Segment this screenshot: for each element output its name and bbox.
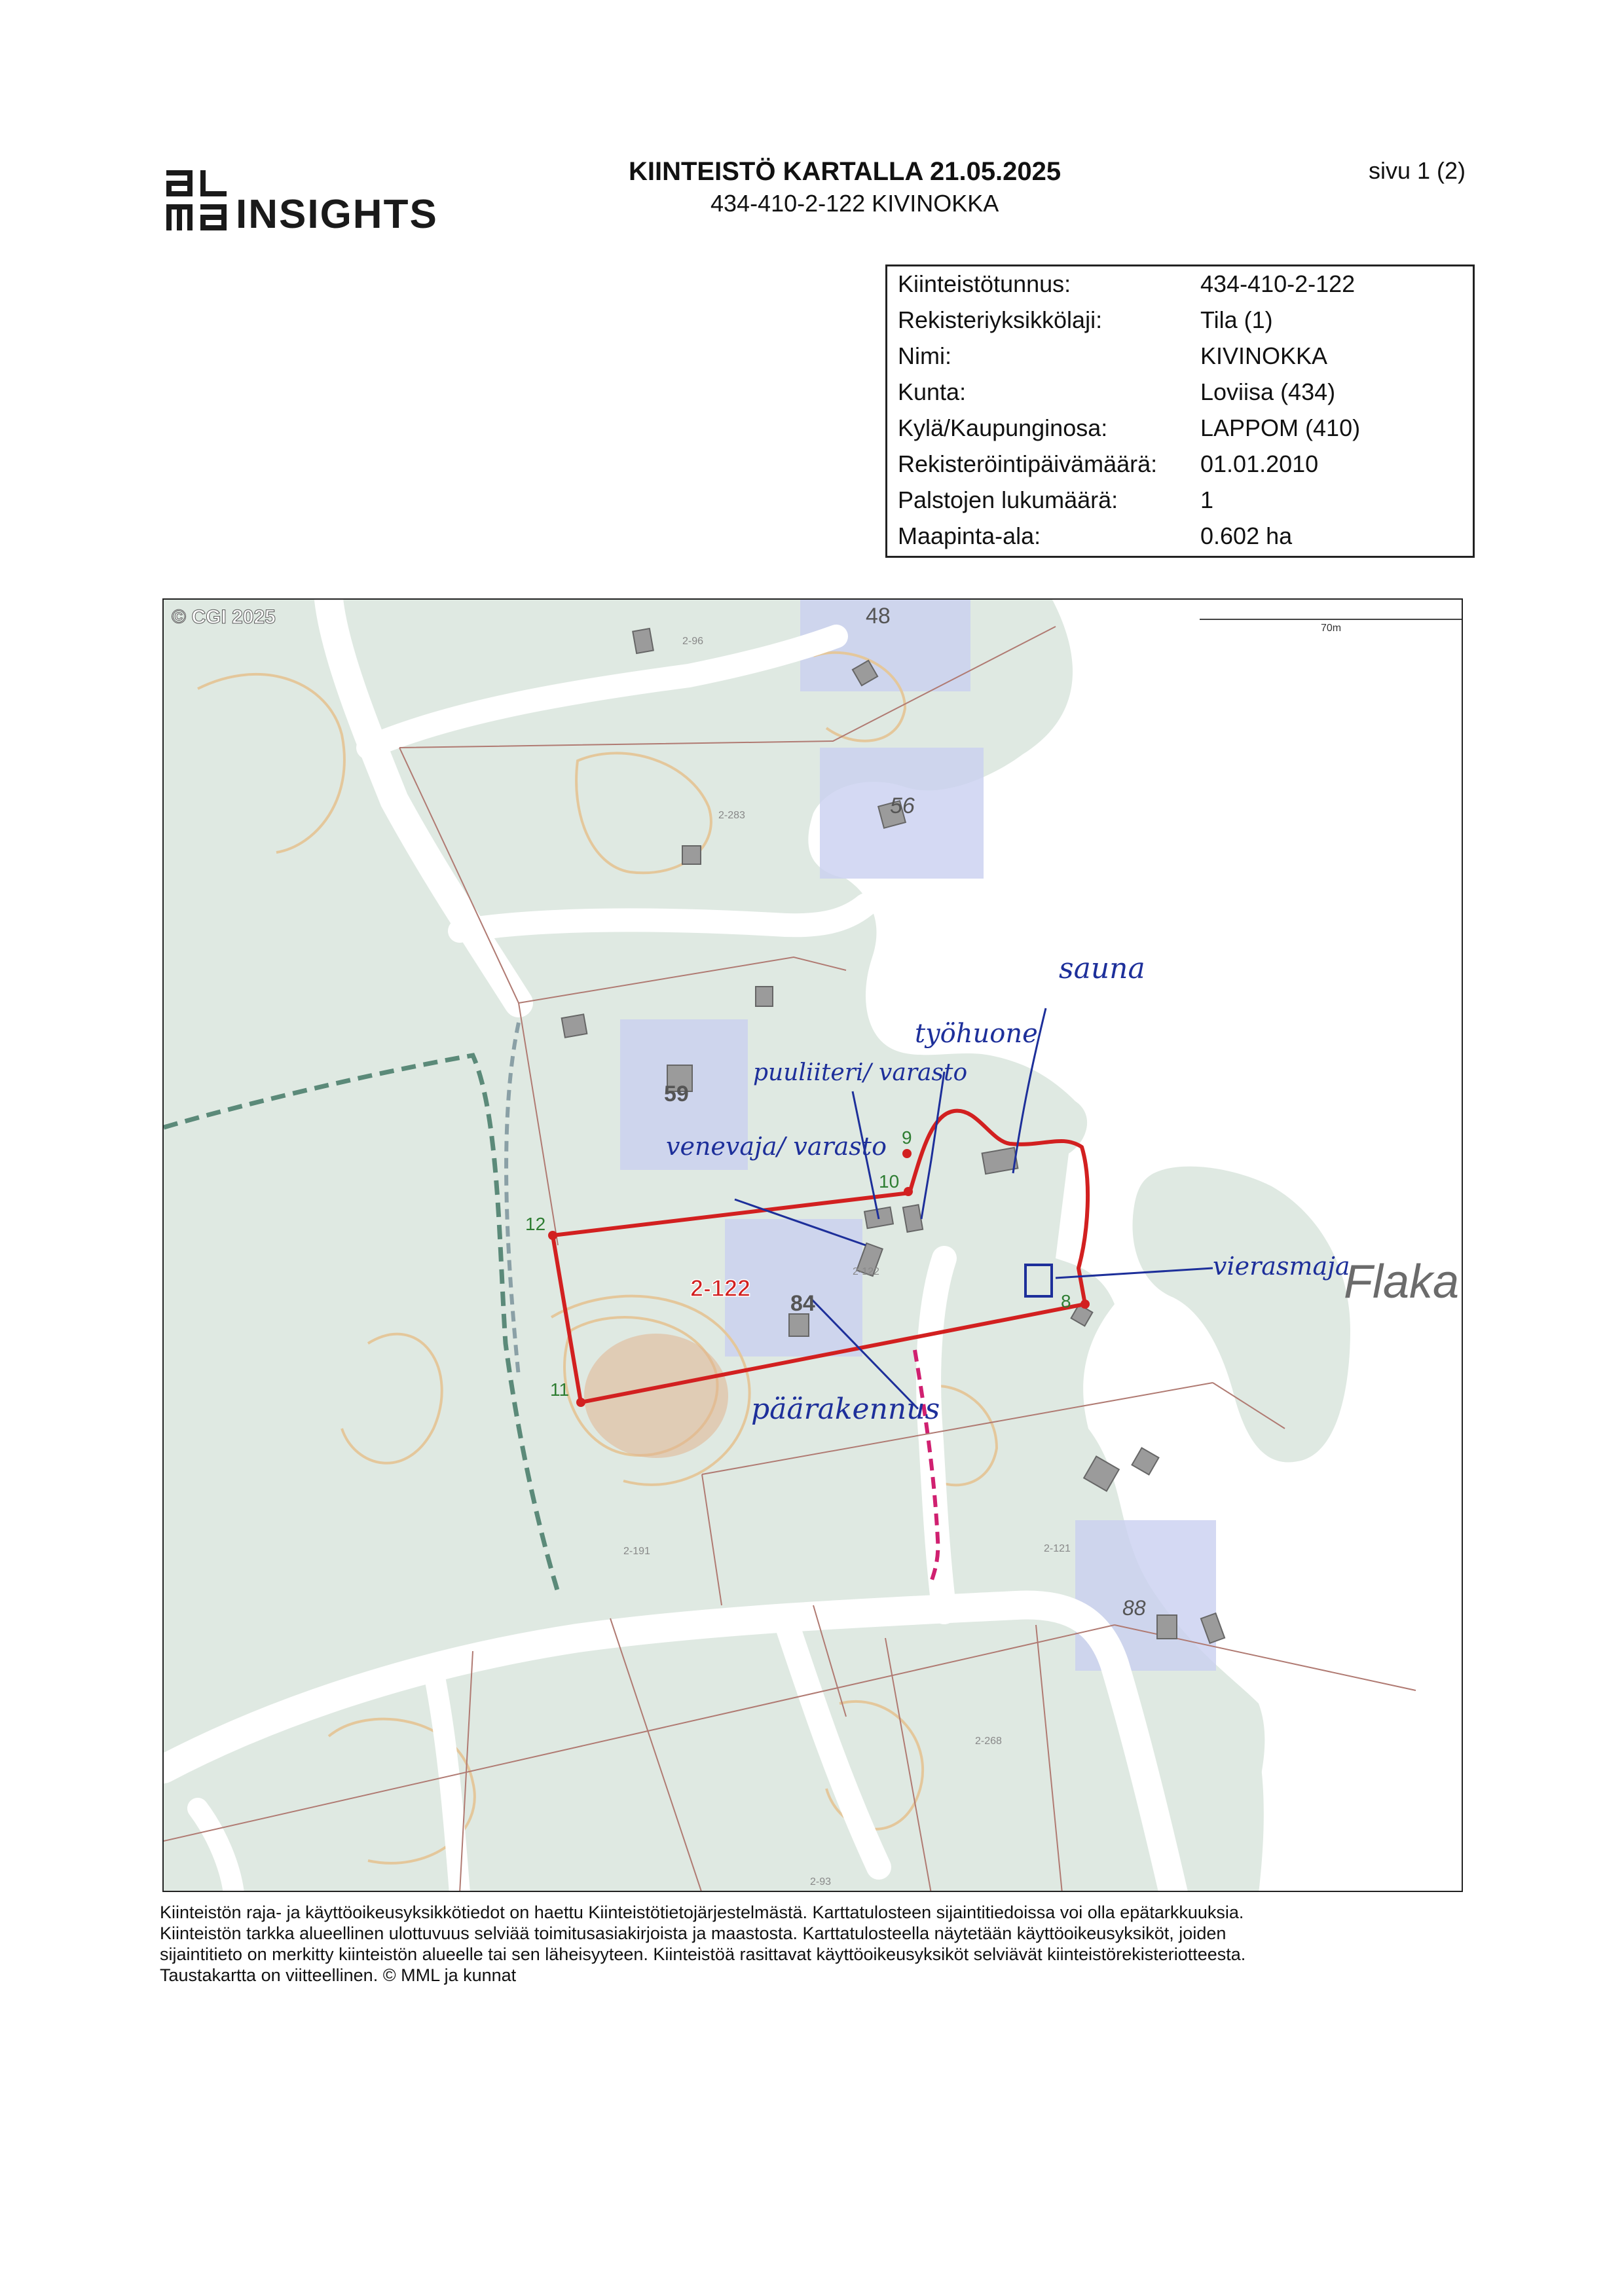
info-value: 434-410-2-122 <box>1200 270 1356 297</box>
building-icon <box>562 1014 587 1037</box>
info-label: Kylä/Kaupunginosa: <box>898 414 1108 441</box>
info-row <box>898 450 1467 486</box>
annotation-tyohuone: työhuone <box>915 1019 1038 1049</box>
alma-logo-mark-icon <box>162 165 233 236</box>
building-icon <box>682 846 701 864</box>
boundary-vertex <box>904 1187 913 1196</box>
house-number: 56 <box>890 793 915 818</box>
vertex-label: 10 <box>879 1171 900 1192</box>
disclaimer-line: Kiinteistön raja- ja käyttöoikeusyksikkötiedot on haettu Kiinteistötietojärjestelmästä. Karttatulosteen sijaintitiedoissa voi olla epätarkkuuksia. <box>160 1903 1244 1922</box>
boundary-vertex <box>902 1149 912 1158</box>
info-row <box>898 342 1467 378</box>
info-row <box>898 306 1467 342</box>
map-canvas <box>164 600 1463 1892</box>
parcel-label: 2-283 <box>718 810 745 821</box>
annotation-puuliiteri: puuliiteri/ varasto <box>753 1059 968 1086</box>
building-icon <box>756 987 773 1006</box>
info-label: Rekisteröintipäivämäärä: <box>898 450 1158 477</box>
property-info-box <box>885 264 1475 558</box>
parcel-label: 2-96 <box>682 636 704 647</box>
document-subtitle: 434-410-2-122 KIVINOKKA <box>710 190 999 217</box>
boundary-vertex <box>1080 1300 1090 1309</box>
logo-text: INSIGHTS <box>236 192 438 237</box>
vertex-label: 9 <box>902 1127 912 1148</box>
info-value: 01.01.2010 <box>1200 450 1319 477</box>
vertex-label: 12 <box>525 1214 546 1234</box>
vertex-label: 11 <box>550 1379 570 1400</box>
disclaimer <box>160 1902 1469 1986</box>
disclaimer-line: sijaintitieto on merkitty kiinteistön alueelle tai sen läheisyyteen. Kiinteistöä rasittavat käyttöoikeusyksiköt selviävät kiinteistörekisteriotteesta. <box>160 1944 1246 1964</box>
info-value: KIVINOKKA <box>1200 342 1328 369</box>
info-row <box>898 414 1467 450</box>
info-label: Kiinteistötunnus: <box>898 270 1071 297</box>
house-number: 84 <box>790 1291 815 1316</box>
info-value: Tila (1) <box>1200 306 1273 333</box>
house-number: 48 <box>866 604 891 629</box>
property-id-label: 2-122 <box>690 1275 751 1302</box>
parcel-label: 2-268 <box>975 1736 1002 1747</box>
building-icon <box>633 629 654 653</box>
parcel-label: 2-121 <box>1044 1543 1071 1554</box>
parcel-label: 2-191 <box>623 1546 650 1557</box>
alma-insights-logo <box>162 165 437 237</box>
info-value: Loviisa (434) <box>1200 378 1336 405</box>
info-row <box>898 270 1467 306</box>
disclaimer-line: Taustakartta on viitteellinen. © MML ja kunnat <box>160 1965 517 1985</box>
building-icon <box>1157 1615 1177 1639</box>
boundary-vertex <box>576 1398 585 1407</box>
info-value: 1 <box>1200 486 1214 513</box>
property-map <box>162 598 1463 1892</box>
info-value: 0.602 ha <box>1200 522 1293 549</box>
annotation-sauna: sauna <box>1059 952 1145 985</box>
disclaimer-line: Kiinteistön tarkka alueellinen ulottuvuus selviää toimitusasiakirjoista ja maastosta. Karttatulosteella näytetään käyttöoikeusyksiköt, joiden <box>160 1923 1227 1943</box>
house-number: 88 <box>1122 1596 1146 1620</box>
annotation-vierasmaja: vierasmaja <box>1213 1252 1350 1281</box>
info-row <box>898 522 1467 558</box>
parcel-label: 2-93 <box>810 1876 832 1887</box>
annotation-venevaja: venevaja/ varasto <box>666 1132 887 1161</box>
vertex-label: 8 <box>1061 1291 1071 1311</box>
info-label: Palstojen lukumäärä: <box>898 486 1118 513</box>
annotation-paarakennus: päärakennus <box>751 1393 940 1426</box>
info-label: Rekisteriyksikkölaji: <box>898 306 1103 333</box>
document-title: KIINTEISTÖ KARTALLA 21.05.2025 <box>629 157 1061 186</box>
info-row <box>898 378 1467 414</box>
building-icon <box>789 1314 809 1336</box>
building-icon <box>903 1205 923 1232</box>
info-label: Kunta: <box>898 378 967 405</box>
scale-label: 70m <box>1321 623 1342 634</box>
house-number: 59 <box>664 1082 689 1106</box>
place-name-label: Flaka <box>1344 1256 1460 1308</box>
info-label: Maapinta-ala: <box>898 522 1041 549</box>
boundary-vertex <box>548 1231 557 1240</box>
parcel-label: 2-122 <box>853 1266 879 1277</box>
info-row <box>898 486 1467 522</box>
info-label: Nimi: <box>898 342 951 369</box>
copyright-label: © CGI 2025 <box>172 606 276 628</box>
info-value: LAPPOM (410) <box>1200 414 1361 441</box>
page-number: sivu 1 (2) <box>1369 157 1466 184</box>
